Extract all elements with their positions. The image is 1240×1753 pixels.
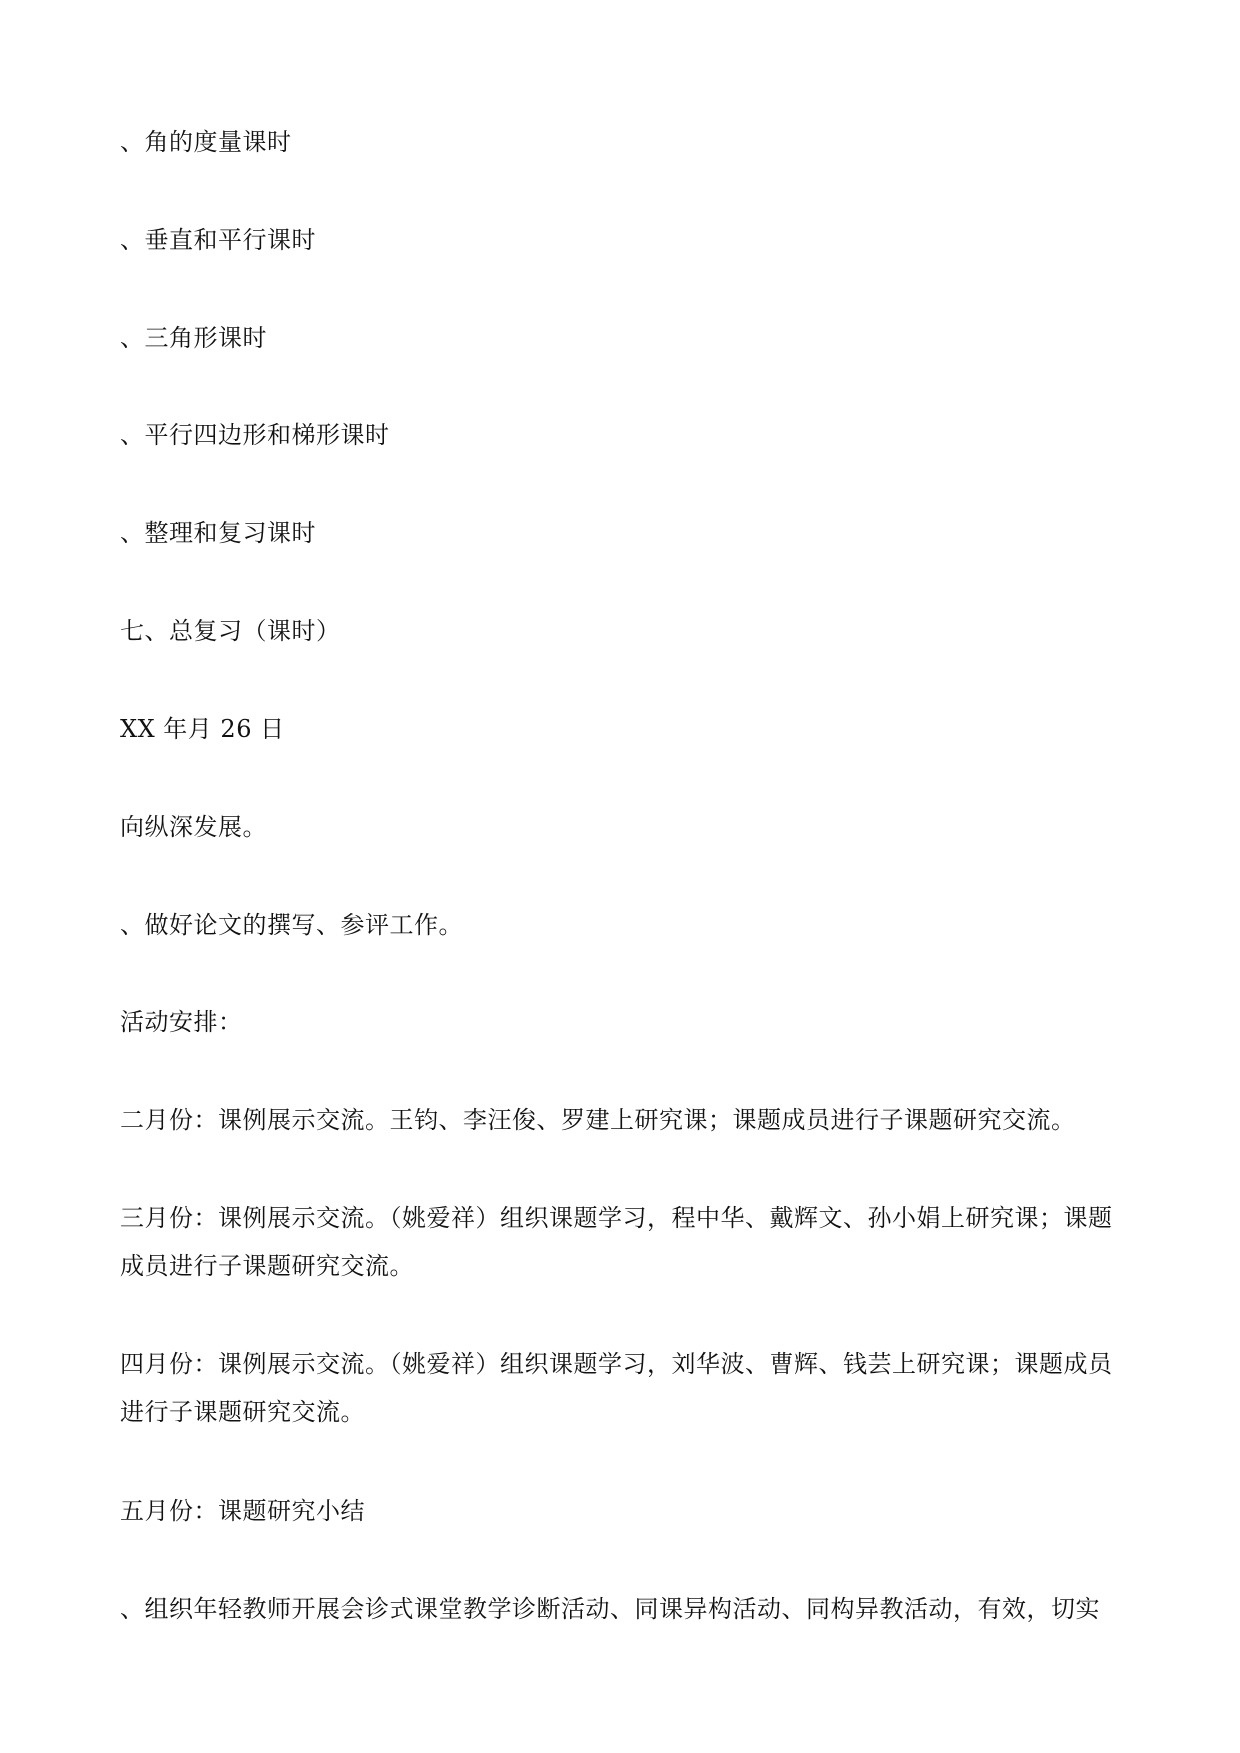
- heading-activity-arrangement: 活动安排：: [120, 1008, 243, 1036]
- paragraph-triangle: 、三角形课时: [120, 324, 267, 352]
- paragraph-perpendicular-parallel: 、垂直和平行课时: [120, 226, 316, 254]
- date-line: XX 年月 26 日: [120, 715, 285, 743]
- paragraph-develop-in-depth: 向纵深发展。: [120, 813, 267, 841]
- paragraph-may: 五月份：课题研究小结: [120, 1497, 365, 1525]
- paragraph-parallelogram-trapezoid: 、平行四边形和梯形课时: [120, 421, 390, 449]
- paragraph-angle-measure: 、角的度量课时: [120, 128, 292, 156]
- paragraph-paper-writing: 、做好论文的撰写、参评工作。: [120, 911, 463, 939]
- paragraph-young-teachers: 、组织年轻教师开展会诊式课堂教学诊断活动、同课异构活动、同构异教活动，有效，切实: [120, 1595, 1100, 1623]
- paragraph-february: 二月份：课例展示交流。王钧、李汪俊、罗建上研究课；课题成员进行子课题研究交流。: [120, 1106, 1076, 1134]
- paragraph-april: 四月份：课例展示交流。（姚爱祥）组织课题学习，刘华波、曹辉、钱芸上研究课；课题成员进行子课题研究交流。: [120, 1350, 1113, 1426]
- section-heading-general-review: 七、总复习（课时）: [120, 617, 341, 645]
- paragraph-march: 三月份：课例展示交流。（姚爱祥）组织课题学习，程中华、戴辉文、孙小娟上研究课；课题成员进行子课题研究交流。: [120, 1204, 1113, 1280]
- paragraph-review: 、整理和复习课时: [120, 519, 316, 547]
